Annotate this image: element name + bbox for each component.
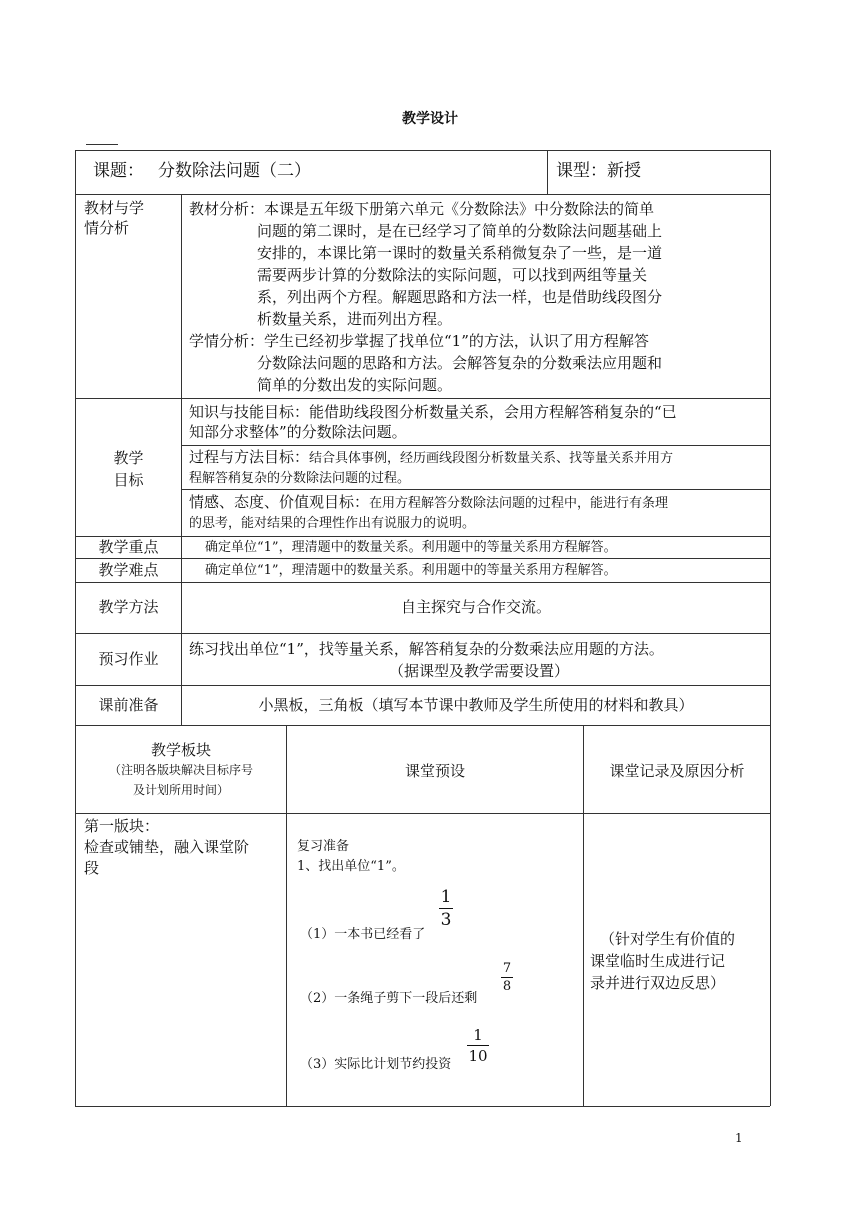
table-border <box>181 194 182 725</box>
fraction-item-1: 1 3 <box>440 887 452 930</box>
fraction-item-3: 1 10 <box>468 1026 488 1065</box>
process-goal: 结合具体事例，经历画线段图分析数量关系、找等量关系并用方 <box>309 451 674 466</box>
goals-label: 教学 <box>113 449 144 467</box>
preview-value: 练习找出单位“1”，找等量关系，解答稍复杂的分数乘法应用题的方法。 <box>189 640 664 658</box>
col-teaching-block-note: 及计划所用时间） <box>132 783 229 797</box>
table-border <box>75 398 770 399</box>
divider <box>86 144 118 145</box>
table-border <box>181 489 770 490</box>
material-analysis-label: 教材分析： <box>189 200 265 218</box>
process-goal-label: 过程与方法目标： <box>189 448 310 466</box>
table-border <box>75 725 770 726</box>
item-3: （3）实际比计划节约投资 <box>300 1057 452 1072</box>
table-border <box>770 150 771 1106</box>
table-border <box>75 150 770 151</box>
review-task: 1、找出单位“1”。 <box>297 859 405 874</box>
block1-stage: 检查或铺垫，融入课堂阶 <box>84 838 250 856</box>
process-goal: 程解答稍复杂的分数除法问题的过程。 <box>189 471 411 486</box>
fraction-item-2: 7 8 <box>502 961 512 994</box>
col-teaching-block-title: 教学板块 <box>150 741 211 759</box>
method-label: 教学方法 <box>98 598 159 616</box>
emotion-goal: 在用方程解答分数除法问题的过程中，能进行有条理 <box>369 496 669 511</box>
topic-value: 分数除法问题（二） <box>158 161 311 181</box>
knowledge-goal: 知部分求整体”的分数除法问题。 <box>189 423 407 441</box>
record-note: 课堂临时生成进行记 <box>590 952 726 970</box>
method-value: 自主探究与合作交流。 <box>400 598 551 616</box>
record-note: （针对学生有价值的 <box>600 930 736 948</box>
key-point-value: 确定单位“1”，理清题中的数量关系。利用题中的等量关系用方程解答。 <box>205 540 617 555</box>
table-border <box>75 582 770 583</box>
lesson-type-label: 课型： <box>556 161 607 181</box>
knowledge-goal: 知识与技能目标：能借助线段图分析数量关系，会用方程解答稍复杂的“已 <box>189 403 677 421</box>
difficulty-value: 确定单位“1”，理清题中的数量关系。利用题中的等量关系用方程解答。 <box>205 563 617 578</box>
table-border <box>286 725 287 1106</box>
table-border <box>583 725 584 1106</box>
table-border <box>75 685 770 686</box>
item-1: （1）一本书已经看了 <box>300 927 426 942</box>
page-title: 教学设计 <box>402 111 458 127</box>
key-point-label: 教学重点 <box>98 538 159 556</box>
material-analysis: 教材分析：本课是五年级下册第六单元《分数除法》中分数除法的简单 问题的第二课时，是在已经学习了简单的分数除法问题基础上 安排的，本课比第一课时的数量关系稍微复杂了一些，是一道 需要两步计算的分数除法的实际问题，可以找到两组等量关 系，列出两个方程。解题思路和方法一样，也是借助线段图分 析数量关系，进而列出方程。 学情分析：学生已经初步掌握了找单位“1”的方法，认识了用方程解答 分数除法问题的思路和方法。会解答复杂的分数乘法应用题和 简单的分数出发的实际问题。 <box>189 200 663 394</box>
preview-label: 预习作业 <box>98 650 159 668</box>
col-record-title: 课堂记录及原因分析 <box>609 762 745 780</box>
analysis-label: 情分析 <box>84 219 130 237</box>
review-title: 复习准备 <box>297 839 350 854</box>
analysis-label: 教材与学 <box>84 199 145 217</box>
block1-title: 第一版块： <box>84 817 160 835</box>
table-border <box>75 558 770 559</box>
preparation-label: 课前准备 <box>98 696 159 714</box>
col-class-plan-title: 课堂预设 <box>404 762 465 780</box>
table-border <box>75 1106 770 1107</box>
block1-stage: 段 <box>84 859 100 877</box>
difficulty-label: 教学难点 <box>98 561 159 579</box>
preparation-value: 小黑板，三角板（填写本节课中教师及学生所使用的材料和教具） <box>258 696 694 714</box>
topic-label: 课题： <box>93 161 144 181</box>
preview-note: （据课型及教学需要设置） <box>388 662 569 680</box>
table-border <box>181 445 770 446</box>
table-border <box>75 194 770 195</box>
table-border <box>75 813 770 814</box>
emotion-goal: 的思考，能对结果的合理性作出有说服力的说明。 <box>189 516 476 531</box>
col-teaching-block-note: （注明各版块解决目标序号 <box>108 763 253 777</box>
emotion-goal-label: 情感、态度、价值观目标： <box>189 493 370 511</box>
goals-label: 目标 <box>113 471 144 489</box>
page-number: 1 <box>735 1131 743 1145</box>
table-border <box>547 150 548 194</box>
table-border <box>75 633 770 634</box>
lesson-type-value: 新授 <box>607 161 641 181</box>
item-2: （2）一条绳子剪下一段后还剩 <box>300 991 478 1006</box>
student-analysis-label: 学情分析： <box>189 332 265 350</box>
record-note: 录并进行双边反思） <box>590 974 726 992</box>
table-border <box>75 150 76 1106</box>
